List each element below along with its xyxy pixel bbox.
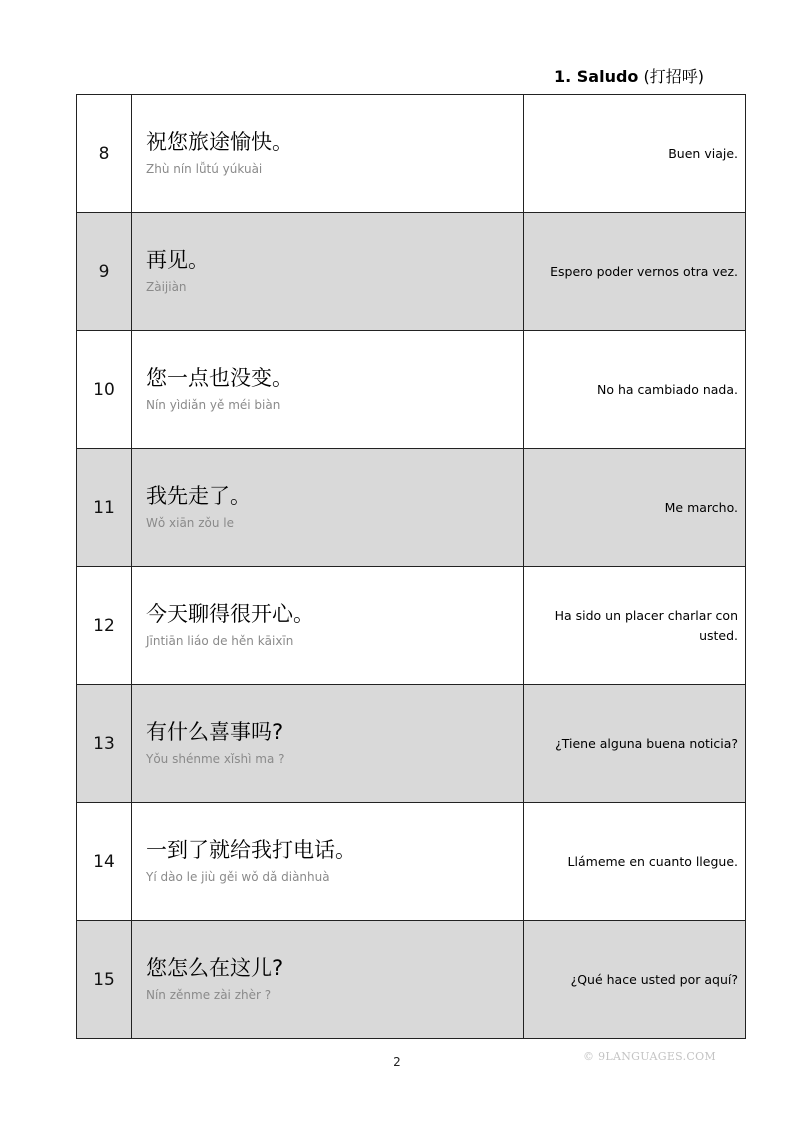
row-number: 15	[77, 921, 132, 1039]
pinyin: Nín yìdiǎn yě méi biàn	[146, 397, 281, 412]
row-number: 14	[77, 803, 132, 921]
section-title-chinese: (打招呼)	[643, 67, 704, 86]
table-row	[77, 803, 746, 921]
table-row	[77, 685, 746, 803]
spanish-translation: Ha sido un placer charlar con usted.	[524, 567, 746, 685]
spanish-translation: Llámeme en cuanto llegue.	[524, 803, 746, 921]
row-number: 10	[77, 331, 132, 449]
chinese-phrase: 再见。	[146, 247, 209, 272]
chinese-phrase: 一到了就给我打电话。	[146, 837, 356, 862]
table-row	[77, 213, 746, 331]
table-row	[77, 449, 746, 567]
pinyin: Wǒ xiān zǒu le	[146, 515, 235, 530]
pinyin: Zhù nín lǚtú yúkuài	[146, 161, 263, 176]
pinyin: Yí dào le jiù gěi wǒ dǎ diànhuà	[146, 869, 330, 884]
row-number: 13	[77, 685, 132, 803]
section-title	[554, 64, 704, 87]
table-row	[77, 331, 746, 449]
phrase-cell	[132, 803, 524, 921]
chinese-phrase: 祝您旅途愉快。	[146, 129, 293, 154]
chinese-phrase: 我先走了。	[146, 483, 251, 508]
spanish-translation: ¿Tiene alguna buena noticia?	[524, 685, 746, 803]
row-number: 11	[77, 449, 132, 567]
phrase-cell	[132, 449, 524, 567]
pinyin: Zàijiàn	[146, 279, 187, 294]
spanish-translation: Espero poder vernos otra vez.	[524, 213, 746, 331]
watermark: © 9LANGUAGES.COM	[583, 1050, 716, 1063]
chinese-phrase: 今天聊得很开心。	[146, 601, 314, 626]
phrase-cell	[132, 213, 524, 331]
table-row	[77, 921, 746, 1039]
table-row	[77, 95, 746, 213]
phrase-cell	[132, 921, 524, 1039]
table-row	[77, 567, 746, 685]
phrase-cell	[132, 95, 524, 213]
pinyin: Jīntiān liáo de hěn kāixīn	[146, 633, 294, 648]
pinyin: Yǒu shénme xǐshì ma ?	[146, 751, 285, 766]
chinese-phrase: 您一点也没变。	[146, 365, 293, 390]
row-number: 9	[77, 213, 132, 331]
spanish-translation: No ha cambiado nada.	[524, 331, 746, 449]
phrase-table	[76, 94, 746, 1039]
spanish-translation: Buen viaje.	[524, 95, 746, 213]
phrase-cell	[132, 331, 524, 449]
spanish-translation: ¿Qué hace usted por aquí?	[524, 921, 746, 1039]
row-number: 12	[77, 567, 132, 685]
chinese-phrase: 有什么喜事吗?	[146, 719, 284, 744]
pinyin: Nín zěnme zài zhèr ?	[146, 987, 272, 1002]
page-number: 2	[393, 1055, 401, 1069]
chinese-phrase: 您怎么在这儿?	[146, 955, 284, 980]
phrase-cell	[132, 567, 524, 685]
spanish-translation: Me marcho.	[524, 449, 746, 567]
section-title-text: 1. Saludo	[553, 67, 639, 86]
phrase-cell	[132, 685, 524, 803]
row-number: 8	[77, 95, 132, 213]
